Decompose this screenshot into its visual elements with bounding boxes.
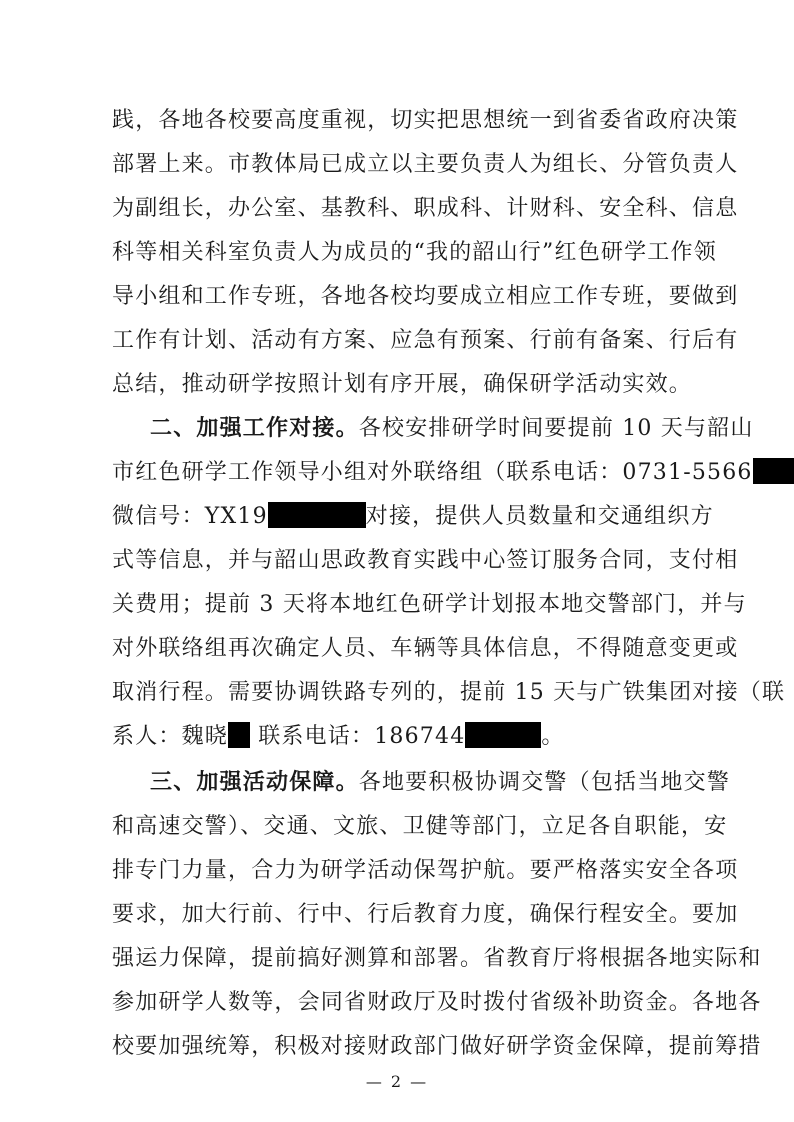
section-2-phone-text: 市红色研学工作领导小组对外联络组（联系电话：0731-5566 bbox=[112, 460, 753, 485]
body-line: 践，各地各校要高度重视，切实把思想统一到省委省政府决策 bbox=[112, 108, 739, 133]
body-line: 为副组长，办公室、基教科、职成科、计财科、安全科、信息 bbox=[112, 196, 739, 221]
body-line: 强运力保障，提前搞好测算和部署。省教育厅将根据各地实际和 bbox=[112, 946, 762, 971]
section-3-heading: 三、加强活动保障。 bbox=[150, 770, 359, 795]
contact-middle: 联系电话：186744 bbox=[250, 724, 466, 749]
redaction-block bbox=[228, 722, 250, 748]
section-2-heading: 二、加强工作对接。 bbox=[150, 416, 359, 441]
body-line: 导小组和工作专班，各地各校均要成立相应工作专班，要做到 bbox=[112, 284, 739, 309]
contact-suffix: 。 bbox=[541, 724, 565, 749]
section-2-phone-line bbox=[112, 451, 753, 495]
body-line: 总结，推动研学按照计划有序开展，确保研学活动实效。 bbox=[112, 372, 693, 397]
redaction-block bbox=[268, 502, 366, 528]
section-2-wechat-line bbox=[112, 495, 714, 539]
body-line: 科等相关科室负责人为成员的“我的韶山行”红色研学工作领 bbox=[112, 240, 717, 265]
page-number: — 2 — bbox=[365, 1072, 429, 1091]
body-line: 要求，加大行前、行中、行后教育力度，确保行程安全。要加 bbox=[112, 902, 739, 927]
body-line: 式等信息，并与韶山思政教育实践中心签订服务合同，支付相 bbox=[112, 548, 739, 573]
redaction-block bbox=[753, 458, 794, 484]
body-line: 取消行程。需要协调铁路专列的，提前 15 天与广铁集团对接（联 bbox=[112, 680, 786, 705]
body-line: 部署上来。市教体局已成立以主要负责人为组长、分管负责人 bbox=[112, 152, 739, 177]
body-line: 和高速交警）、交通、文旅、卫健等部门，立足各自职能，安 bbox=[112, 814, 728, 839]
section-3-first-line bbox=[150, 761, 731, 805]
wechat-prefix: 微信号：YX19 bbox=[112, 504, 268, 529]
body-line: 排专门力量，合力为研学活动保驾护航。要严格落实安全各项 bbox=[112, 858, 739, 883]
contact-prefix: 系人：魏晓 bbox=[112, 724, 229, 749]
body-line: 参加研学人数等，会同省财政厅及时拨付省级补助资金。各地各 bbox=[112, 990, 762, 1015]
wechat-suffix: 对接，提供人员数量和交通组织方 bbox=[365, 504, 714, 529]
body-line: 校要加强统筹，积极对接财政部门做好研学资金保障，提前筹措 bbox=[112, 1034, 762, 1059]
body-line: 关费用；提前 3 天将本地红色研学计划报本地交警部门，并与 bbox=[112, 592, 747, 617]
section-2-line-text: 各校安排研学时间要提前 10 天与韶山 bbox=[358, 416, 754, 441]
body-line: 工作有计划、活动有方案、应急有预案、行前有备案、行后有 bbox=[112, 328, 739, 353]
body-line: 对外联络组再次确定人员、车辆等具体信息，不得随意变更或 bbox=[112, 636, 739, 661]
section-2-contact-line bbox=[112, 715, 702, 759]
section-3-line-text: 各地要积极协调交警（包括当地交警 bbox=[358, 770, 731, 795]
section-2-first-line bbox=[150, 407, 754, 451]
redaction-block bbox=[465, 722, 541, 748]
